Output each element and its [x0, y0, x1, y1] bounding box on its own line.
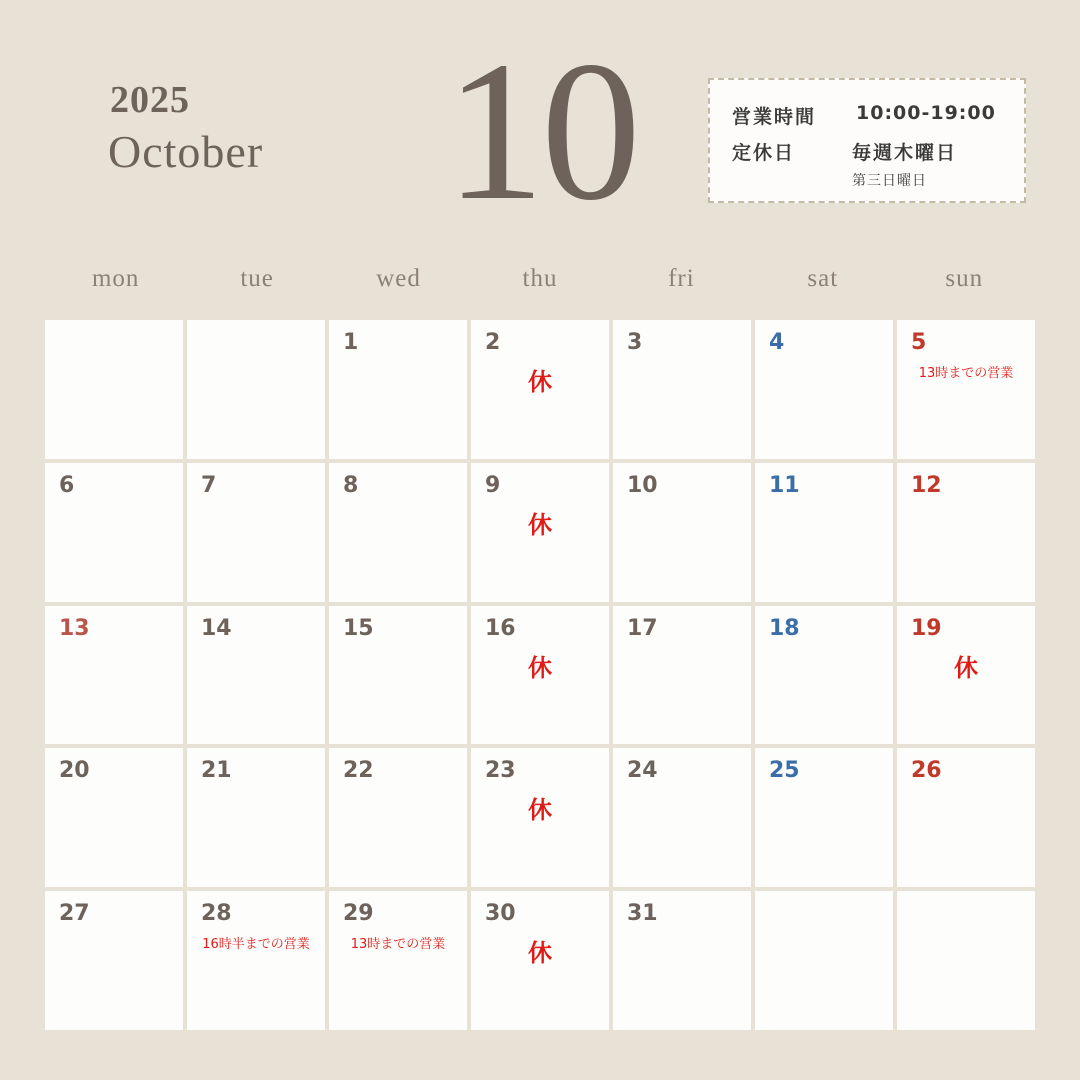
day-note: 16時半までの営業: [202, 937, 310, 953]
business-hours-value: 10:00-19:00: [856, 102, 996, 124]
calendar-header: [0, 21, 1080, 242]
calendar-cell: [613, 891, 751, 1030]
calendar-cell: [329, 320, 467, 459]
closed-mark: 休: [528, 368, 552, 396]
day-number: 7: [201, 472, 217, 498]
calendar-cell: [613, 463, 751, 602]
closed-mark: 休: [528, 510, 552, 539]
regular-holiday-value: 毎週木曜日: [852, 142, 958, 164]
calendar-cell: [45, 748, 183, 887]
calendar-grid: [45, 320, 1035, 1030]
calendar-cell: [755, 463, 893, 602]
calendar-cell: [613, 748, 751, 887]
day-number: 23: [485, 758, 516, 784]
calendar-cell: [329, 891, 467, 1030]
calendar-cell: [329, 463, 467, 602]
month-name-label: October: [108, 126, 264, 177]
calendar-cell: [471, 320, 609, 459]
day-number: 12: [911, 472, 942, 498]
day-number: 19: [911, 615, 942, 641]
calendar-cell: [329, 748, 467, 887]
weekday-wed: wed: [376, 265, 421, 292]
business-hours-label: 営業時間: [732, 106, 817, 128]
closed-mark: 休: [528, 939, 552, 968]
day-number: 14: [201, 615, 232, 641]
calendar-cell: [897, 606, 1035, 745]
day-number: 30: [485, 901, 516, 927]
day-number: 20: [59, 758, 90, 784]
weekday-sun: sun: [945, 265, 984, 292]
calendar-cell: [897, 320, 1035, 459]
day-number: 31: [627, 901, 658, 927]
day-number: 9: [485, 472, 501, 498]
weekday-tue: tue: [240, 265, 274, 292]
day-number: 11: [769, 472, 800, 498]
calendar-cell: [45, 463, 183, 602]
day-number: 27: [59, 901, 90, 927]
calendar-cell: [755, 320, 893, 459]
closed-mark: 休: [528, 653, 552, 682]
weekday-fri: fri: [668, 265, 695, 292]
calendar-cell: [897, 463, 1035, 602]
calendar-cell: [45, 891, 183, 1030]
calendar-cell: [897, 748, 1035, 887]
weekday-mon: mon: [91, 265, 140, 292]
month-number-label: 10: [445, 21, 637, 242]
calendar-cell: [613, 606, 751, 745]
day-number: 6: [59, 472, 75, 498]
business-info-box: [708, 78, 1026, 203]
weekday-thu: thu: [522, 265, 558, 292]
calendar-cell: [613, 320, 751, 459]
calendar-cell: [471, 748, 609, 887]
year-label: 2025: [110, 79, 190, 121]
day-number: 4: [769, 330, 785, 355]
calendar-cell-empty: [755, 891, 893, 1030]
calendar-cell: [187, 748, 325, 887]
calendar-cell-empty: [187, 320, 325, 459]
day-number: 10: [627, 472, 658, 498]
day-number: 3: [627, 330, 643, 355]
day-number: 15: [343, 615, 374, 641]
regular-holiday-value-secondary: 第三日曜日: [852, 173, 927, 189]
day-note: 13時までの営業: [350, 937, 446, 953]
weekday-header-row: [45, 265, 1035, 315]
day-number: 24: [627, 758, 658, 784]
calendar-cell: [187, 606, 325, 745]
day-number: 25: [769, 758, 800, 784]
day-number: 18: [769, 615, 800, 641]
calendar-cell: [329, 606, 467, 745]
calendar-cell-empty: [897, 891, 1035, 1030]
calendar-cell-empty: [45, 320, 183, 459]
day-number: 8: [343, 472, 359, 498]
closed-mark: 休: [528, 796, 552, 825]
day-number: 21: [201, 758, 232, 784]
calendar-cell: [755, 606, 893, 745]
calendar-cell: [755, 748, 893, 887]
day-note: 13時までの営業: [918, 366, 1014, 381]
calendar-cell: [45, 606, 183, 745]
day-number: 22: [343, 758, 374, 784]
calendar-cell: [471, 606, 609, 745]
regular-holiday-label: 定休日: [732, 142, 796, 164]
closed-mark: 休: [954, 653, 978, 682]
day-number: 5: [911, 330, 927, 355]
day-number: 29: [343, 901, 374, 927]
calendar-cell: [471, 463, 609, 602]
calendar-cell: [187, 891, 325, 1030]
weekday-sat: sat: [807, 265, 839, 292]
day-number: 2: [485, 330, 501, 355]
day-number: 13: [59, 615, 90, 641]
day-number: 1: [343, 330, 359, 355]
calendar-cell: [187, 463, 325, 602]
day-number: 26: [911, 758, 942, 784]
day-number: 17: [627, 615, 658, 641]
day-number: 28: [201, 901, 232, 927]
day-number: 16: [485, 615, 516, 641]
calendar-cell: [471, 891, 609, 1030]
